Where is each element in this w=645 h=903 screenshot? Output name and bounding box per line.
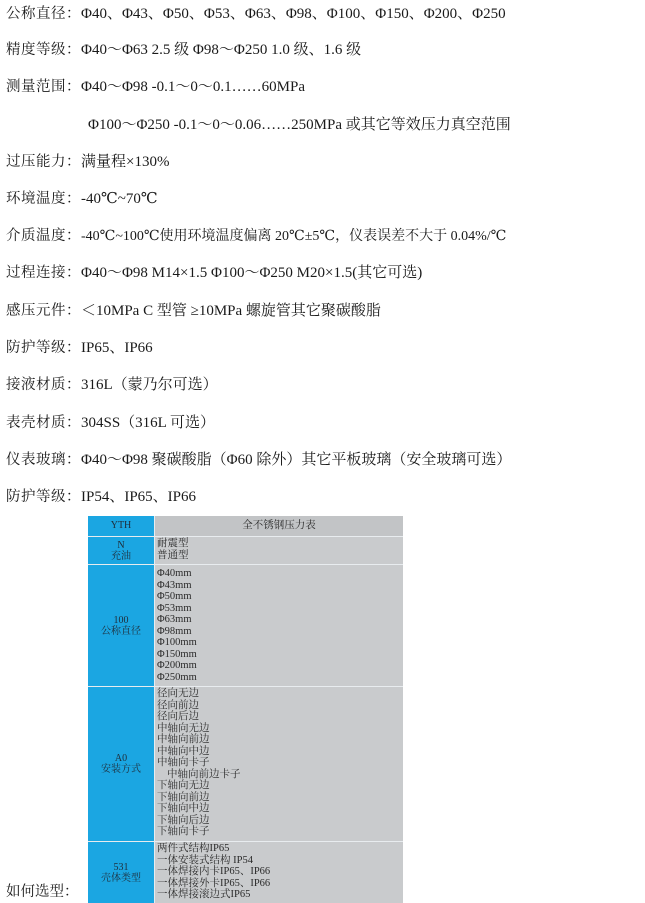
option: 普通型 <box>157 549 189 561</box>
spec-label: 感压元件： <box>6 303 81 319</box>
table-row-code-cell <box>88 537 154 564</box>
option: 中轴向中边 <box>157 745 210 757</box>
spec-line-protection-2 <box>6 487 196 507</box>
column-divider <box>154 516 155 903</box>
option: 径向前边 <box>157 699 199 711</box>
option: 中轴向无边 <box>157 722 210 734</box>
spec-label: 仪表玻璃： <box>6 452 81 468</box>
spec-line-sensing-element <box>6 301 381 321</box>
spec-line-glass <box>6 450 511 470</box>
option: 一体安装式结构 IP54 <box>157 854 253 866</box>
table-row-options-cell <box>155 568 403 686</box>
row-divider <box>88 686 403 687</box>
row-code: N <box>117 539 125 551</box>
option: 中轴向卡子 <box>157 757 210 768</box>
selection-table <box>88 516 403 903</box>
table-row-options-cell <box>155 688 403 841</box>
spec-line-range <box>6 77 305 97</box>
spec-value: 满量程×130% <box>81 154 170 170</box>
header-code-text: YTH <box>110 520 132 531</box>
spec-line-protection-1 <box>6 338 153 358</box>
spec-line-nominal-diameter <box>6 4 506 24</box>
option: 一体焊接外卡IP65、IP66 <box>157 877 271 889</box>
header-title-text: 全不锈钢压力表 <box>242 520 316 531</box>
spec-line-process-connection <box>6 263 422 283</box>
spec-line-accuracy <box>6 40 361 60</box>
spec-line-case-material <box>6 413 215 433</box>
how-to-select-label: 如何选型： <box>6 884 79 900</box>
spec-value: Φ40～Φ98 -0.1～0～0.1……60MPa <box>81 79 306 95</box>
option: 一体焊接内卡IP65、IP66 <box>157 866 271 877</box>
option: Φ53mm <box>157 602 192 614</box>
option: Φ200mm <box>157 660 197 671</box>
table-row-options-cell <box>155 538 403 564</box>
spec-line-range-cont <box>88 115 511 135</box>
table-header-title <box>155 516 403 536</box>
spec-value: IP65、IP66 <box>81 340 153 356</box>
option: 径向无边 <box>157 688 199 699</box>
spec-label: 防护等级： <box>6 340 81 356</box>
row-name: 充油 <box>111 550 131 562</box>
option: 中轴向前边卡子 <box>167 768 241 780</box>
option: Φ100mm <box>157 637 197 648</box>
spec-value: Φ100～Φ250 -0.1～0～0.06……250MPa 或其它等效压力真空范围 <box>88 117 511 133</box>
row-divider <box>88 564 403 565</box>
spec-label: 防护等级： <box>6 489 81 505</box>
row-name: 安装方式 <box>101 764 141 775</box>
row-name: 公称直径 <box>101 625 141 637</box>
table-row-options-cell <box>155 843 403 903</box>
spec-value: 304SS（316L 可选） <box>81 415 216 431</box>
spec-value: Φ40～Φ98 M14×1.5 Φ100～Φ250 M20×1.5(其它可选) <box>81 265 423 281</box>
spec-label: 环境温度： <box>6 191 81 207</box>
spec-value: 316L（蒙乃尔可选） <box>81 377 218 393</box>
spec-label: 过程连接： <box>6 265 81 281</box>
table-row-code-cell <box>88 842 154 903</box>
spec-line-wetted-material <box>6 375 218 395</box>
spec-label: 介质温度： <box>6 228 81 244</box>
option: 下轴向前边 <box>157 791 210 803</box>
table-row-code-cell <box>88 565 154 686</box>
spec-value: Φ40、Φ43、Φ50、Φ53、Φ63、Φ98、Φ100、Φ150、Φ200、Φ250 <box>81 6 506 22</box>
spec-label: 表壳材质： <box>6 415 81 431</box>
spec-label: 公称直径： <box>6 6 81 22</box>
row-code: 100 <box>113 614 129 626</box>
option: 下轴向后边 <box>157 814 210 826</box>
option: 耐震型 <box>157 538 189 549</box>
row-code: A0 <box>114 753 128 764</box>
spec-value: Φ40～Φ63 2.5 级 Φ98～Φ250 1.0 级、1.6 级 <box>81 42 362 58</box>
spec-value: -40℃~70℃ <box>81 191 158 207</box>
spec-line-overpressure <box>6 152 169 172</box>
option: 下轴向中边 <box>157 803 210 814</box>
row-divider <box>88 841 403 842</box>
option: Φ43mm <box>157 579 192 591</box>
table-header-code <box>88 516 154 536</box>
table-row-code-cell <box>88 687 154 841</box>
spec-label: 过压能力： <box>6 154 81 170</box>
option: Φ40mm <box>157 568 192 579</box>
spec-line-ambient-temp <box>6 189 158 209</box>
spec-label: 接液材质： <box>6 377 81 393</box>
spec-label: 测量范围： <box>6 79 81 95</box>
option: Φ150mm <box>157 648 197 660</box>
row-name: 壳体类型 <box>101 872 141 884</box>
option: 一体焊接滚边式IP65 <box>157 889 251 900</box>
option: 下轴向无边 <box>157 780 210 791</box>
spec-value: IP54、IP65、IP66 <box>81 489 197 505</box>
spec-value: -40℃~100℃使用环境温度偏离 20℃±5℃，仪表误差不大于 0.04%/℃ <box>81 229 507 244</box>
option: Φ98mm <box>157 625 192 637</box>
row-divider <box>88 536 403 537</box>
option: 下轴向卡子 <box>157 826 210 837</box>
spec-value: ＜10MPa C 型管 ≥10MPa 螺旋管其它聚碳酸脂 <box>81 303 381 319</box>
option: Φ250mm <box>157 671 197 683</box>
option: 两件式结构IP65 <box>157 843 230 854</box>
option: Φ63mm <box>157 614 192 625</box>
row-code: 531 <box>113 861 129 873</box>
option: Φ50mm <box>157 591 192 602</box>
option: 中轴向前边 <box>157 734 210 745</box>
spec-label: 精度等级： <box>6 42 81 58</box>
spec-value: Φ40～Φ98 聚碳酸脂（Φ60 除外）其它平板玻璃（安全玻璃可选） <box>81 452 512 468</box>
option: 径向后边 <box>157 711 199 722</box>
spec-line-medium-temp <box>6 226 506 247</box>
